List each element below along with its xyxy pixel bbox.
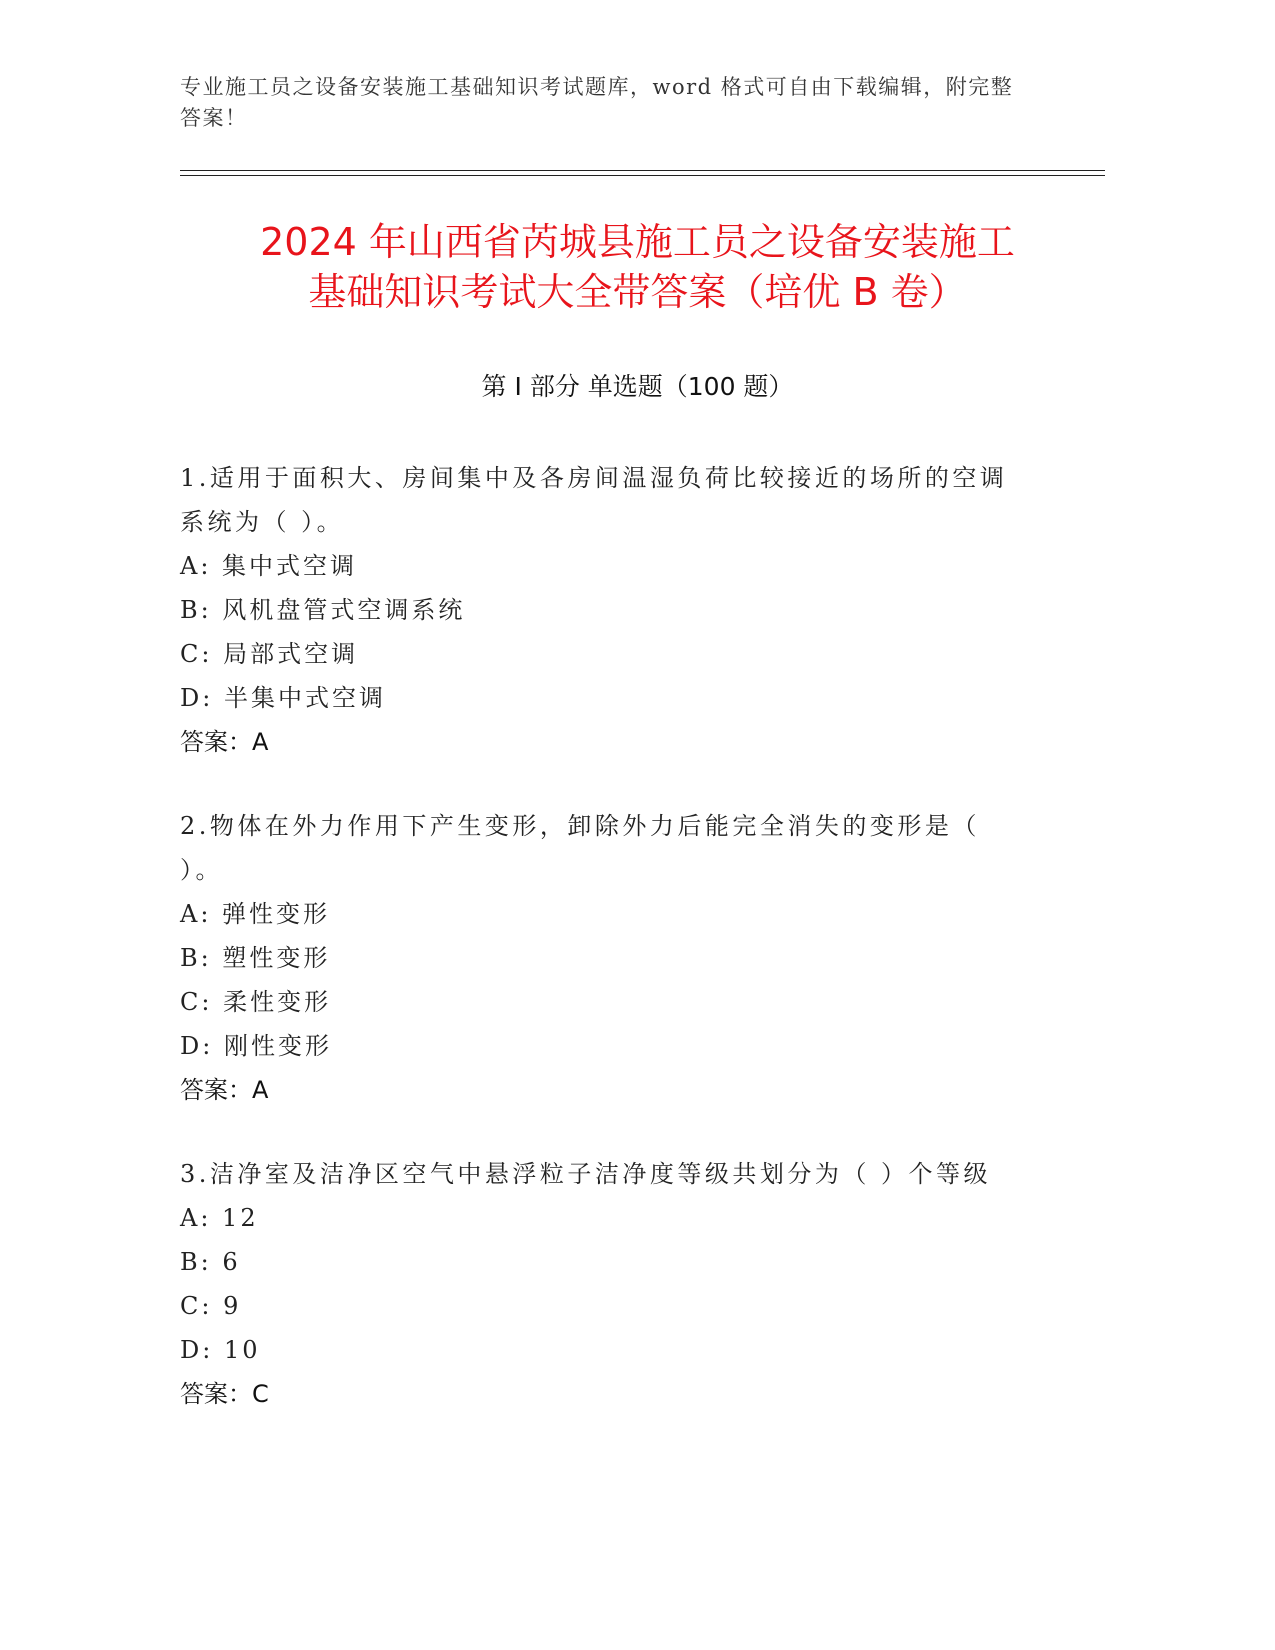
answer-value: A xyxy=(252,728,269,756)
document-title-line-2: 基础知识考试大全带答案（培优 B 卷） xyxy=(308,270,967,314)
answer-line xyxy=(180,1372,1020,1416)
option-d: D: 10 xyxy=(180,1336,261,1364)
header-divider-bottom xyxy=(180,175,1105,176)
option-d: D: 半集中式空调 xyxy=(180,684,386,712)
option-c: C: 柔性变形 xyxy=(180,988,332,1016)
question-list xyxy=(180,456,1020,1456)
option-b: B: 风机盘管式空调系统 xyxy=(180,596,466,624)
question-stem: 1.适用于面积大、房间集中及各房间温湿负荷比较接近的场所的空调系统为（ ）。 xyxy=(180,464,1008,536)
document-title-line-1: 2024 年山西省芮城县施工员之设备安装施工 xyxy=(260,220,1015,264)
answer-label: 答案： xyxy=(180,1076,252,1104)
option-c: C: 9 xyxy=(180,1292,242,1320)
option-c: C: 局部式空调 xyxy=(180,640,359,668)
option-b: B: 塑性变形 xyxy=(180,944,331,972)
answer-label: 答案： xyxy=(180,1380,252,1408)
header-note: 专业施工员之设备安装施工基础知识考试题库，word 格式可自由下载编辑，附完整答案！ xyxy=(180,75,1014,130)
section-title: 第 I 部分 单选题（100 题） xyxy=(481,372,794,401)
option-a: A: 集中式空调 xyxy=(180,552,358,580)
answer-value: C xyxy=(252,1380,269,1408)
option-a: A: 12 xyxy=(180,1204,259,1232)
answer-label: 答案： xyxy=(180,728,252,756)
answer-line xyxy=(180,720,1020,764)
option-d: D: 刚性变形 xyxy=(180,1032,332,1060)
question-stem: 2.物体在外力作用下产生变形，卸除外力后能完全消失的变形是（ ）。 xyxy=(180,812,980,884)
answer-value: A xyxy=(252,1076,269,1104)
question-3 xyxy=(180,1152,1020,1416)
question-2 xyxy=(180,804,1020,1112)
option-a: A: 弹性变形 xyxy=(180,900,331,928)
answer-line xyxy=(180,1068,1020,1112)
question-stem: 3.洁净室及洁净区空气中悬浮粒子洁净度等级共划分为（ ）个等级 xyxy=(180,1160,992,1188)
question-1 xyxy=(180,456,1020,764)
header-divider-top xyxy=(180,170,1105,171)
document-title xyxy=(150,217,1125,317)
option-b: B: 6 xyxy=(180,1248,241,1276)
